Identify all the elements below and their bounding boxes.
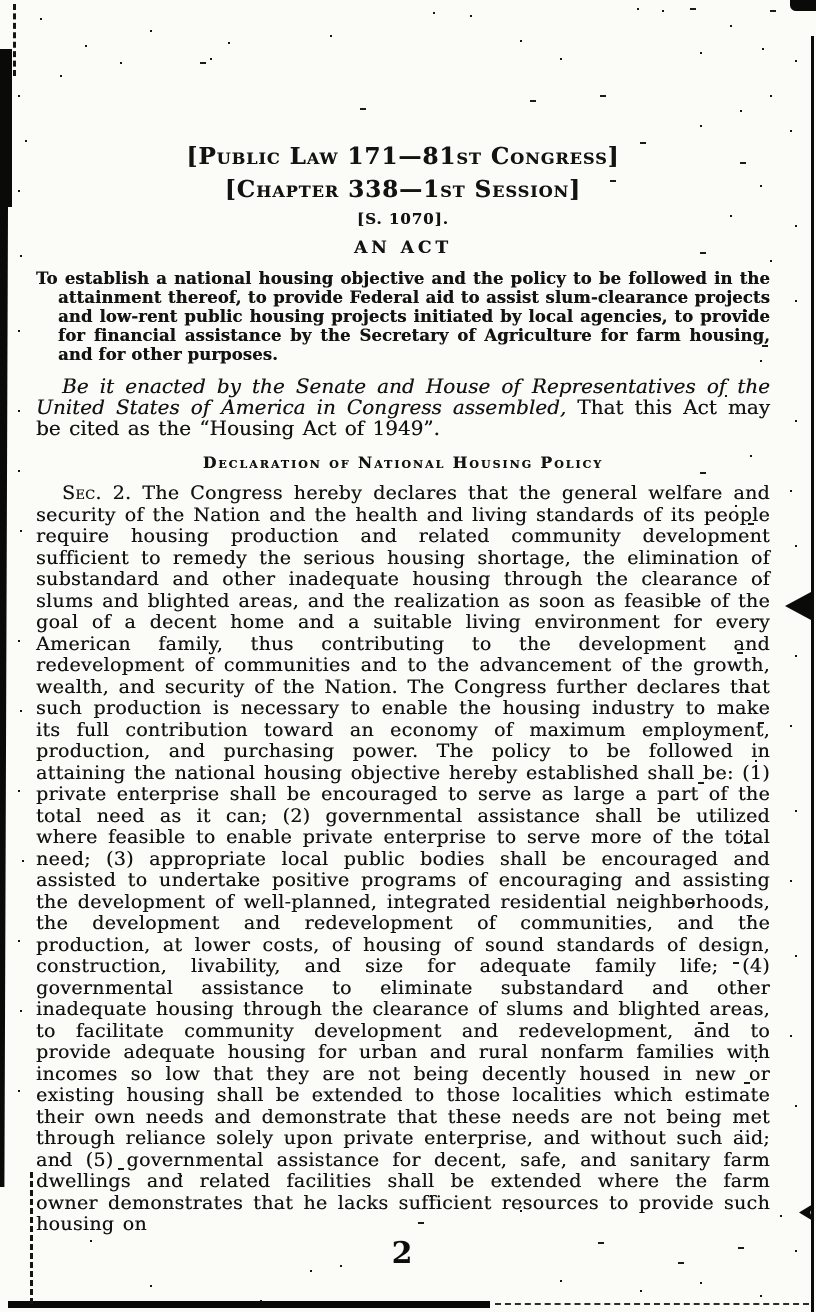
section-body-text: The Congress hereby declares that the general welfare and security of the Nation and the health and living standards of its people require housing production and related community development sufficient to remedy the serious housing shortage, the elimination of substandard and other inadequate housing through the clearance of slums and blighted areas, and the realization as soon as feasible of the goal of a decent home and a suitable living environment for every American family, thus contributing to the development and redevelopment of communities and to the advancement of the growth, wealth, and security of the Nation. The Congress further declares that such production is necessary to enable the housing industry to make its full contribution toward an economy of maximum employment, production, and purchasing power. The policy to be followed in attaining the national housing objective hereby established shall be: (1) private enterprise shall be encouraged to serve as large a part of the total need as it can; (2) governmental assistance shall be utilized where feasible to enable private enterprise to serve more of the total need; (3) appropriate local public bodies shall be encouraged and assisted to undertake positive programs of encouraging and assisting the development of well-planned, integrated residential neighborhoods, the development and redevelopment of communities, and the production, at lower costs, of housing of sound standards of design, construction, livability, and size for adequate family life; (4) governmental assistance to eliminate substandard and other inadequate housing through the clearance of slums and blighted areas, to facilitate community development and redevelopment, and to provide adequate housing for urban and rural nonfarm families with incomes so low that they are not being decently housed in new or existing housing shall be extended to those localities which estimate their own needs and demonstrate that these needs are not being met through reliance solely upon private enterprise, and without such aid; and (5) governmental assistance for decent, safe, and sanitary farm dwellings and related facilities shall be extended where the farm owner demonstrates that he lacks sufficient resources to provide such housing on bbox=[36, 482, 771, 1235]
section-heading: Declaration of National Housing Policy bbox=[202, 453, 604, 472]
scan-artifact-left-dashes-top bbox=[13, 4, 16, 76]
public-law-line: [Public Law 171—81st Congress] bbox=[186, 143, 620, 170]
enacting-clause-roman: That this Act may be cited as the “Housing Act of 1949”. bbox=[36, 395, 771, 440]
scan-artifact-left-bar-upper bbox=[0, 49, 12, 207]
act-title: AN ACT bbox=[353, 238, 453, 258]
scan-artifact-left-bar-lower bbox=[0, 207, 8, 1187]
enacting-clause bbox=[36, 376, 770, 439]
scan-artifact-right-arrow-mark bbox=[785, 592, 811, 620]
enacting-clause-italic: Be it enacted by the Senate and House of Representatives of the United States of America in Congress assembled, bbox=[36, 374, 770, 419]
scan-artifact-right-edge-line bbox=[811, 36, 814, 1312]
page-number: 2 bbox=[391, 1236, 413, 1271]
chapter-line: [Chapter 338—1st Session] bbox=[224, 176, 582, 203]
scan-artifact-bottom-rule bbox=[8, 1301, 490, 1308]
section-label: Sec. 2. bbox=[62, 482, 132, 504]
scan-noise-dashes bbox=[0, 0, 6, 2]
scan-artifact-left-dashes-bottom bbox=[30, 1172, 33, 1304]
section-2-paragraph bbox=[36, 483, 770, 1236]
scan-artifact-bottom-rule-dashed bbox=[495, 1303, 809, 1305]
scan-artifact-top-right-blob bbox=[790, 0, 816, 11]
document-content bbox=[36, 144, 770, 1236]
bill-number-line: [S. 1070]. bbox=[357, 210, 449, 228]
preamble-text: To establish a national housing objective and the policy to be followed in the attainment thereof, to provide Federal aid to assist slum-clearance projects and low-rent public housing projects initiated by local agencies, to provide for financial assistance by the Secretary of Agriculture for farm housing, and for other purposes. bbox=[36, 269, 770, 364]
